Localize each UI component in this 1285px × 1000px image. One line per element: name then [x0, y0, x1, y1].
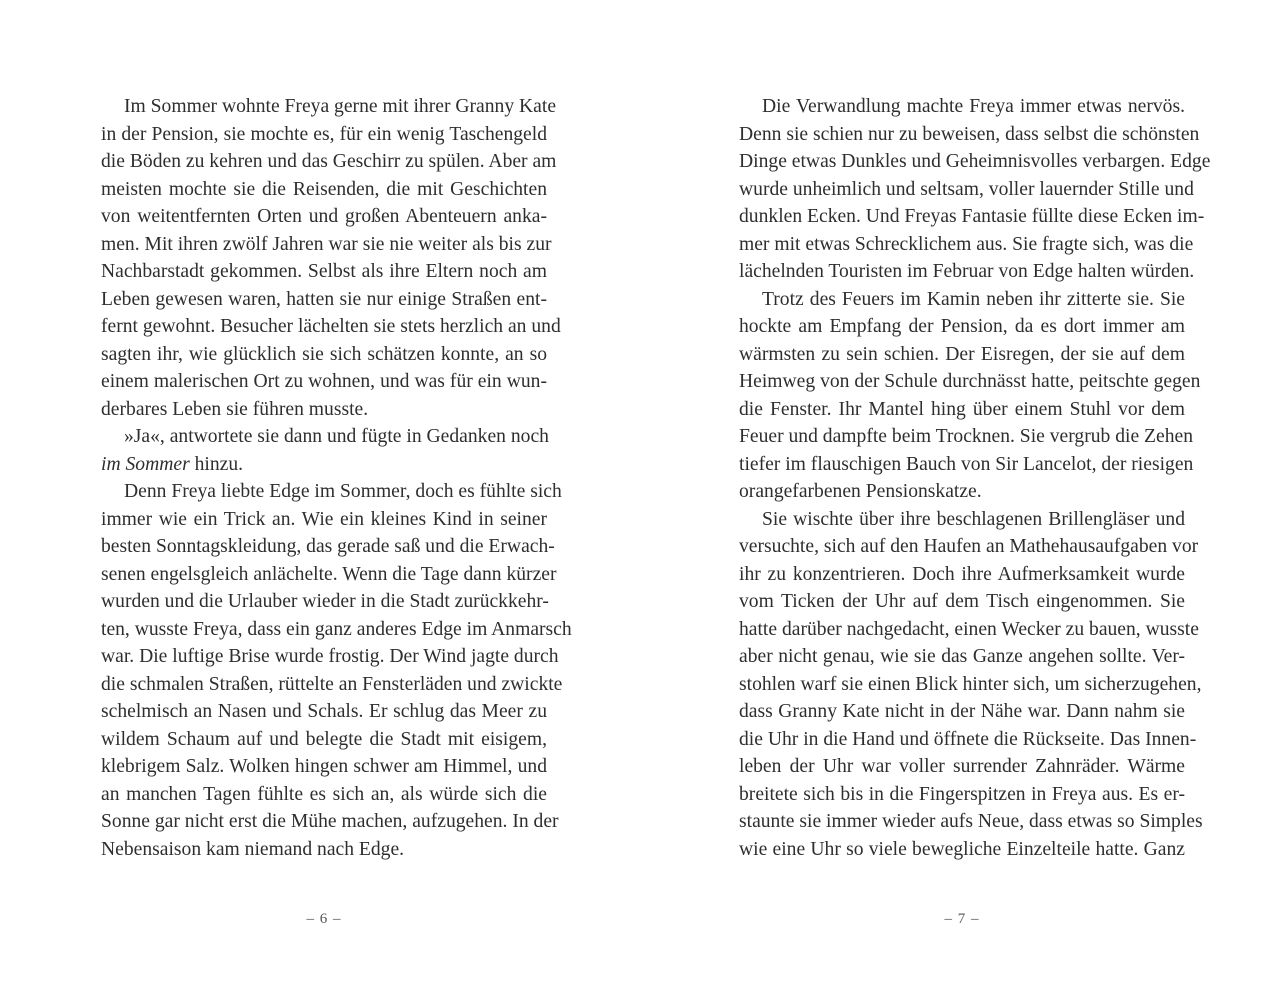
text-line: Nebensaison kam niemand nach Edge. — [101, 838, 405, 860]
text-span: hinzu. — [189, 453, 244, 475]
text-line: von weitentfernten Orten und großen Abenteuern anka- — [101, 206, 547, 227]
text-line: mer mit etwas Schrecklichem aus. Sie fragte sich, was die — [739, 233, 1194, 255]
text-line: Trotz des Feuers im Kamin neben ihr zitterte sie. Sie — [762, 288, 1185, 310]
text-line: dass Granny Kate nicht in der Nähe war. Dann nahm sie — [739, 701, 1185, 722]
text-line: orangefarbenen Pensionskatze. — [739, 481, 982, 502]
text-line: staunte sie immer wieder aufs Neue, dass etwas so Simples — [739, 811, 1203, 832]
text-line: breitete sich bis in die Fingerspitzen in Freya aus. Es er- — [739, 783, 1185, 805]
text-line: Sie wischte über ihre beschlagenen Brillengläser und — [762, 508, 1185, 530]
right-page — [739, 93, 1211, 973]
text-line: besten Sonntagskleidung, das gerade saß und die Erwach- — [101, 536, 555, 557]
text-line: Denn sie schien nur zu beweisen, dass selbst die schönsten — [739, 123, 1200, 145]
text-line: »Ja«, antwortete sie dann und fügte in Gedanken noch — [124, 426, 549, 447]
text-line: Im Sommer wohnte Freya gerne mit ihrer Granny Kate — [124, 96, 557, 117]
text-line: wärmsten zu sein schien. Der Eisregen, der sie auf dem — [739, 343, 1185, 365]
text-line: aber nicht genau, wie sie das Ganze angehen sollte. Ver- — [739, 646, 1185, 667]
text-line: hockte am Empfang der Pension, da es dort immer am — [739, 316, 1185, 337]
text-line: an manchen Tagen fühlte es sich an, als würde sich die — [101, 783, 547, 805]
left-page — [101, 93, 572, 973]
text-line: tiefer im flauschigen Bauch von Sir Lancelot, der riesigen — [739, 453, 1194, 475]
text-line: Leben gewesen waren, hatten sie nur einige Straßen ent- — [101, 288, 547, 310]
text-line: Heimweg von der Schule durchnässt hatte, peitschte gegen — [739, 371, 1201, 392]
text-line: einem malerischen Ort zu wohnen, und was für ein wun- — [101, 371, 547, 392]
text-line: Dinge etwas Dunkles und Geheimnisvolles verbargen. Edge — [739, 151, 1211, 172]
text-line: die Fenster. Ihr Mantel hing über einem Stuhl vor dem — [739, 398, 1185, 420]
text-line: die schmalen Straßen, rüttelte an Fensterläden und zwickte — [101, 673, 563, 695]
italic-phrase: im Sommer — [101, 453, 190, 475]
text-line: derbares Leben sie führen musste. — [101, 398, 369, 420]
text-line: fernt gewohnt. Besucher lächelten sie stets herzlich an und — [101, 316, 561, 337]
text-line: versuchte, sich auf den Haufen an Mathehausaufgaben vor — [739, 536, 1199, 557]
text-line: die Uhr in die Hand und öffnete die Rückseite. Das Innen- — [739, 728, 1197, 750]
text-line: men. Mit ihren zwölf Jahren war sie nie weiter als bis zur — [101, 233, 552, 255]
text-line: war. Die luftige Brise wurde frostig. Der Wind jagte durch — [101, 646, 559, 667]
text-line: die Böden zu kehren und das Geschirr zu spülen. Aber am — [101, 151, 557, 172]
text-line: wurden und die Urlauber wieder in die Stadt zurückkehr- — [101, 591, 549, 612]
text-line: dunklen Ecken. Und Freyas Fantasie füllte diese Ecken im- — [739, 206, 1205, 227]
text-line: Denn Freya liebte Edge im Sommer, doch es fühlte sich — [124, 481, 562, 502]
page-number-right: – 7 – — [944, 911, 980, 927]
page-number-left: – 6 – — [306, 911, 342, 927]
text-line: lächelnden Touristen im Februar von Edge halten würden. — [739, 261, 1195, 282]
text-line: hatte darüber nachgedacht, einen Wecker zu bauen, wusste — [739, 618, 1199, 640]
text-line: wildem Schaum auf und belegte die Stadt mit eisigem, — [101, 728, 547, 750]
text-line: ten, wusste Freya, dass ein ganz anderes Edge im Anmarsch — [101, 618, 572, 640]
text-line: stohlen warf sie einen Blick hinter sich, um sicherzugehen, — [739, 673, 1202, 695]
text-line — [101, 451, 547, 479]
text-line: in der Pension, sie mochte es, für ein wenig Taschengeld — [101, 123, 547, 145]
text-line: Feuer und dampfte beim Trocknen. Sie vergrub die Zehen — [739, 426, 1194, 447]
text-line: meisten mochte sie die Reisenden, die mit Geschichten — [101, 178, 547, 200]
text-line: leben der Uhr war voller surrender Zahnräder. Wärme — [739, 756, 1185, 777]
text-line: senen engelsgleich anlächelte. Wenn die Tage dann kürzer — [101, 563, 557, 585]
text-line: schelmisch an Nasen und Schals. Er schlug das Meer zu — [101, 701, 547, 722]
text-line: Nachbarstadt gekommen. Selbst als ihre Eltern noch am — [101, 261, 547, 282]
text-line: Die Verwandlung machte Freya immer etwas nervös. — [762, 96, 1185, 117]
text-line: wie eine Uhr so viele bewegliche Einzelteile hatte. Ganz — [739, 838, 1185, 860]
text-line: klebrigem Salz. Wolken hingen schwer am Himmel, und — [101, 756, 547, 777]
text-line: sagten ihr, wie glücklich sie sich schätzen konnte, an so — [101, 343, 547, 365]
text-line: wurde unheimlich und seltsam, voller lauernder Stille und — [739, 178, 1194, 200]
text-line: vom Ticken der Uhr auf dem Tisch eingenommen. Sie — [739, 591, 1185, 612]
text-line: ihr zu konzentrieren. Doch ihre Aufmerksamkeit wurde — [739, 563, 1185, 585]
text-line: Sonne gar nicht erst die Mühe machen, aufzugehen. In der — [101, 811, 559, 832]
text-line: immer wie ein Trick an. Wie ein kleines Kind in seiner — [101, 508, 547, 530]
